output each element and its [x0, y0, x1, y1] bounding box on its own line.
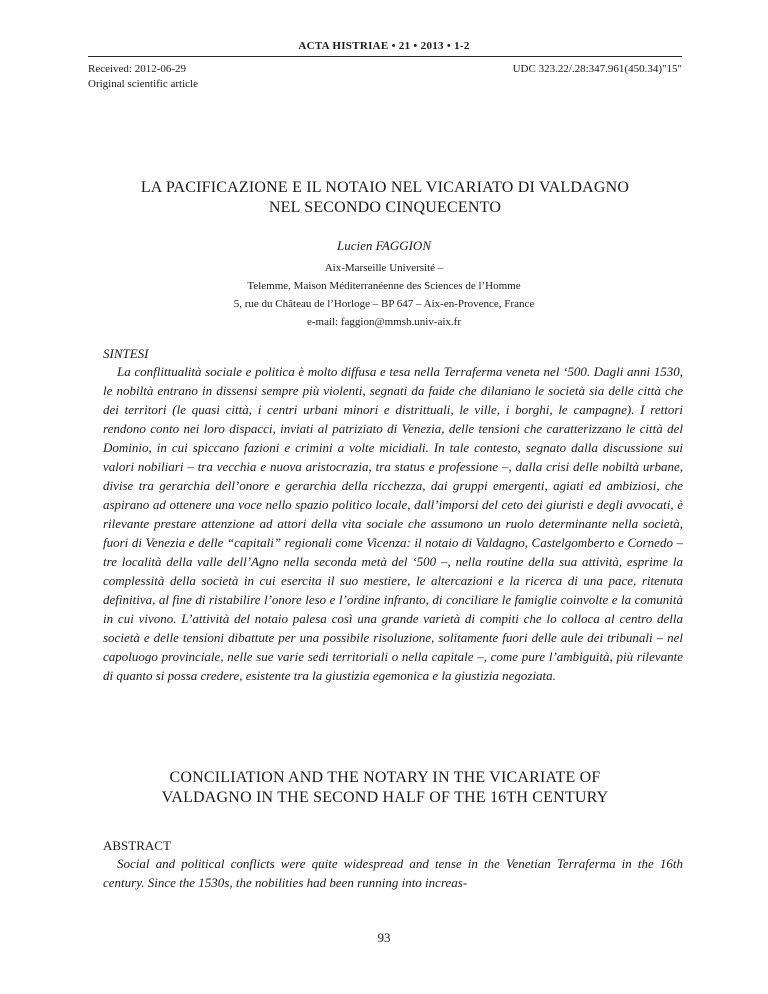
italian-title-line-2: NEL SECONDO CINQUECENTO	[268, 199, 502, 216]
english-title	[88, 768, 682, 808]
udc-code: UDC 323.22/.28:347.961(450.34)"15"	[512, 63, 682, 75]
sintesi-heading: SINTESI	[103, 346, 149, 361]
article-type: Original scientific article	[88, 78, 198, 90]
page-number: 93	[377, 930, 391, 945]
journal-header: ACTA HISTRIAE • 21 • 2013 • 1-2	[298, 40, 470, 52]
sintesi-text: La conflittualità sociale e politica è molto diffusa e tesa nella Terraferma veneta nel ‘500. Dagli anni 1530, le nobiltà entrano in dissensi sempre più violenti, segnati da faide che dilaniano le società sia delle città che dei territori (le quasi città, i centri urbani minori e distrittuali, le ville, i borghi, le campagne). I rettori rendono conto nei loro dispacci, inviati al patriziato di Venezia, delle tensioni che caratterizzano le città del Dominio, in cui spiccano fazioni e crimini a volte micidiali. In tale contesto, segnato dalla discussione sui valori nobiliari – tra vecchia e nuova aristocrazia, tra status e professione –, dalla crisi delle nobiltà urbane, divise tra gerarchia dell’onore e gerarchia della ricchezza, dai gruppi emergenti, agiati ed ambiziosi, che aspirano ad ottenere una voce nello spazio politico locale, dall’imporsi del ceto dei giuristi e degli avvocati, è rilevante prestare attenzione ad attori della vita sociale che assumono un ruolo determinante nella società, fuori di Venezia e delle “capitali” regionali come Vicenza: il notaio di Valdagno, Castelgomberto e Cornedo – tre località della valle dell’Agno nella seconda metà del ‘500 –, nella routine della sua attività, esprime la complessità della società in cui esercita il suo mestiere, le altercazioni e la ricerca di una pace, ritenuta definitiva, al fine di ristabilire l’onore leso e l’ordine infranto, di conciliare le famiglie coinvolte e la comunità in cui vivono. L’attività del notaio palesa così una grande varietà di compiti che lo colloca al centro della società e delle tensioni dibattute per una possibile risoluzione, solitamente fuori delle aule dei tribunali – nel capoluogo provinciale, nelle sue varie sedi territoriali o nella capitale –, come pure l’ambiguità, più rilevante di quanto si possa credere, esistente tra la giustizia egemonica e la giustizia negoziata.	[103, 364, 683, 683]
affiliation-line-2: Telemme, Maison Méditerranéenne des Sciences de l’Homme	[247, 280, 521, 292]
header-rule	[88, 56, 682, 57]
english-title-line-2: VALDAGNO IN THE SECOND HALF OF THE 16TH CENTURY	[161, 789, 609, 806]
author-name: Lucien FAGGION	[336, 238, 431, 253]
italian-title	[88, 178, 682, 218]
author-affiliation	[0, 259, 768, 331]
abstract-heading: ABSTRACT	[103, 838, 171, 853]
italian-title-line-1: LA PACIFICAZIONE E IL NOTAIO NEL VICARIATO DI VALDAGNO	[140, 179, 630, 196]
english-title-line-1: CONCILIATION AND THE NOTARY IN THE VICARIATE OF	[169, 769, 601, 786]
affiliation-line-1: Aix-Marseille Université –	[324, 262, 444, 274]
affiliation-line-3: 5, rue du Château de l’Horloge – BP 647 – Aix-en-Provence, France	[233, 298, 535, 310]
received-date: Received: 2012-06-29	[88, 63, 187, 75]
abstract-text: Social and political conflicts were quite widespread and tense in the Venetian Terraferma in the 16th century. Since the 1530s, the nobilities had been running into increas-	[103, 856, 683, 890]
article-meta	[88, 62, 198, 92]
author-email: e-mail: faggion@mmsh.univ-aix.fr	[306, 316, 461, 328]
